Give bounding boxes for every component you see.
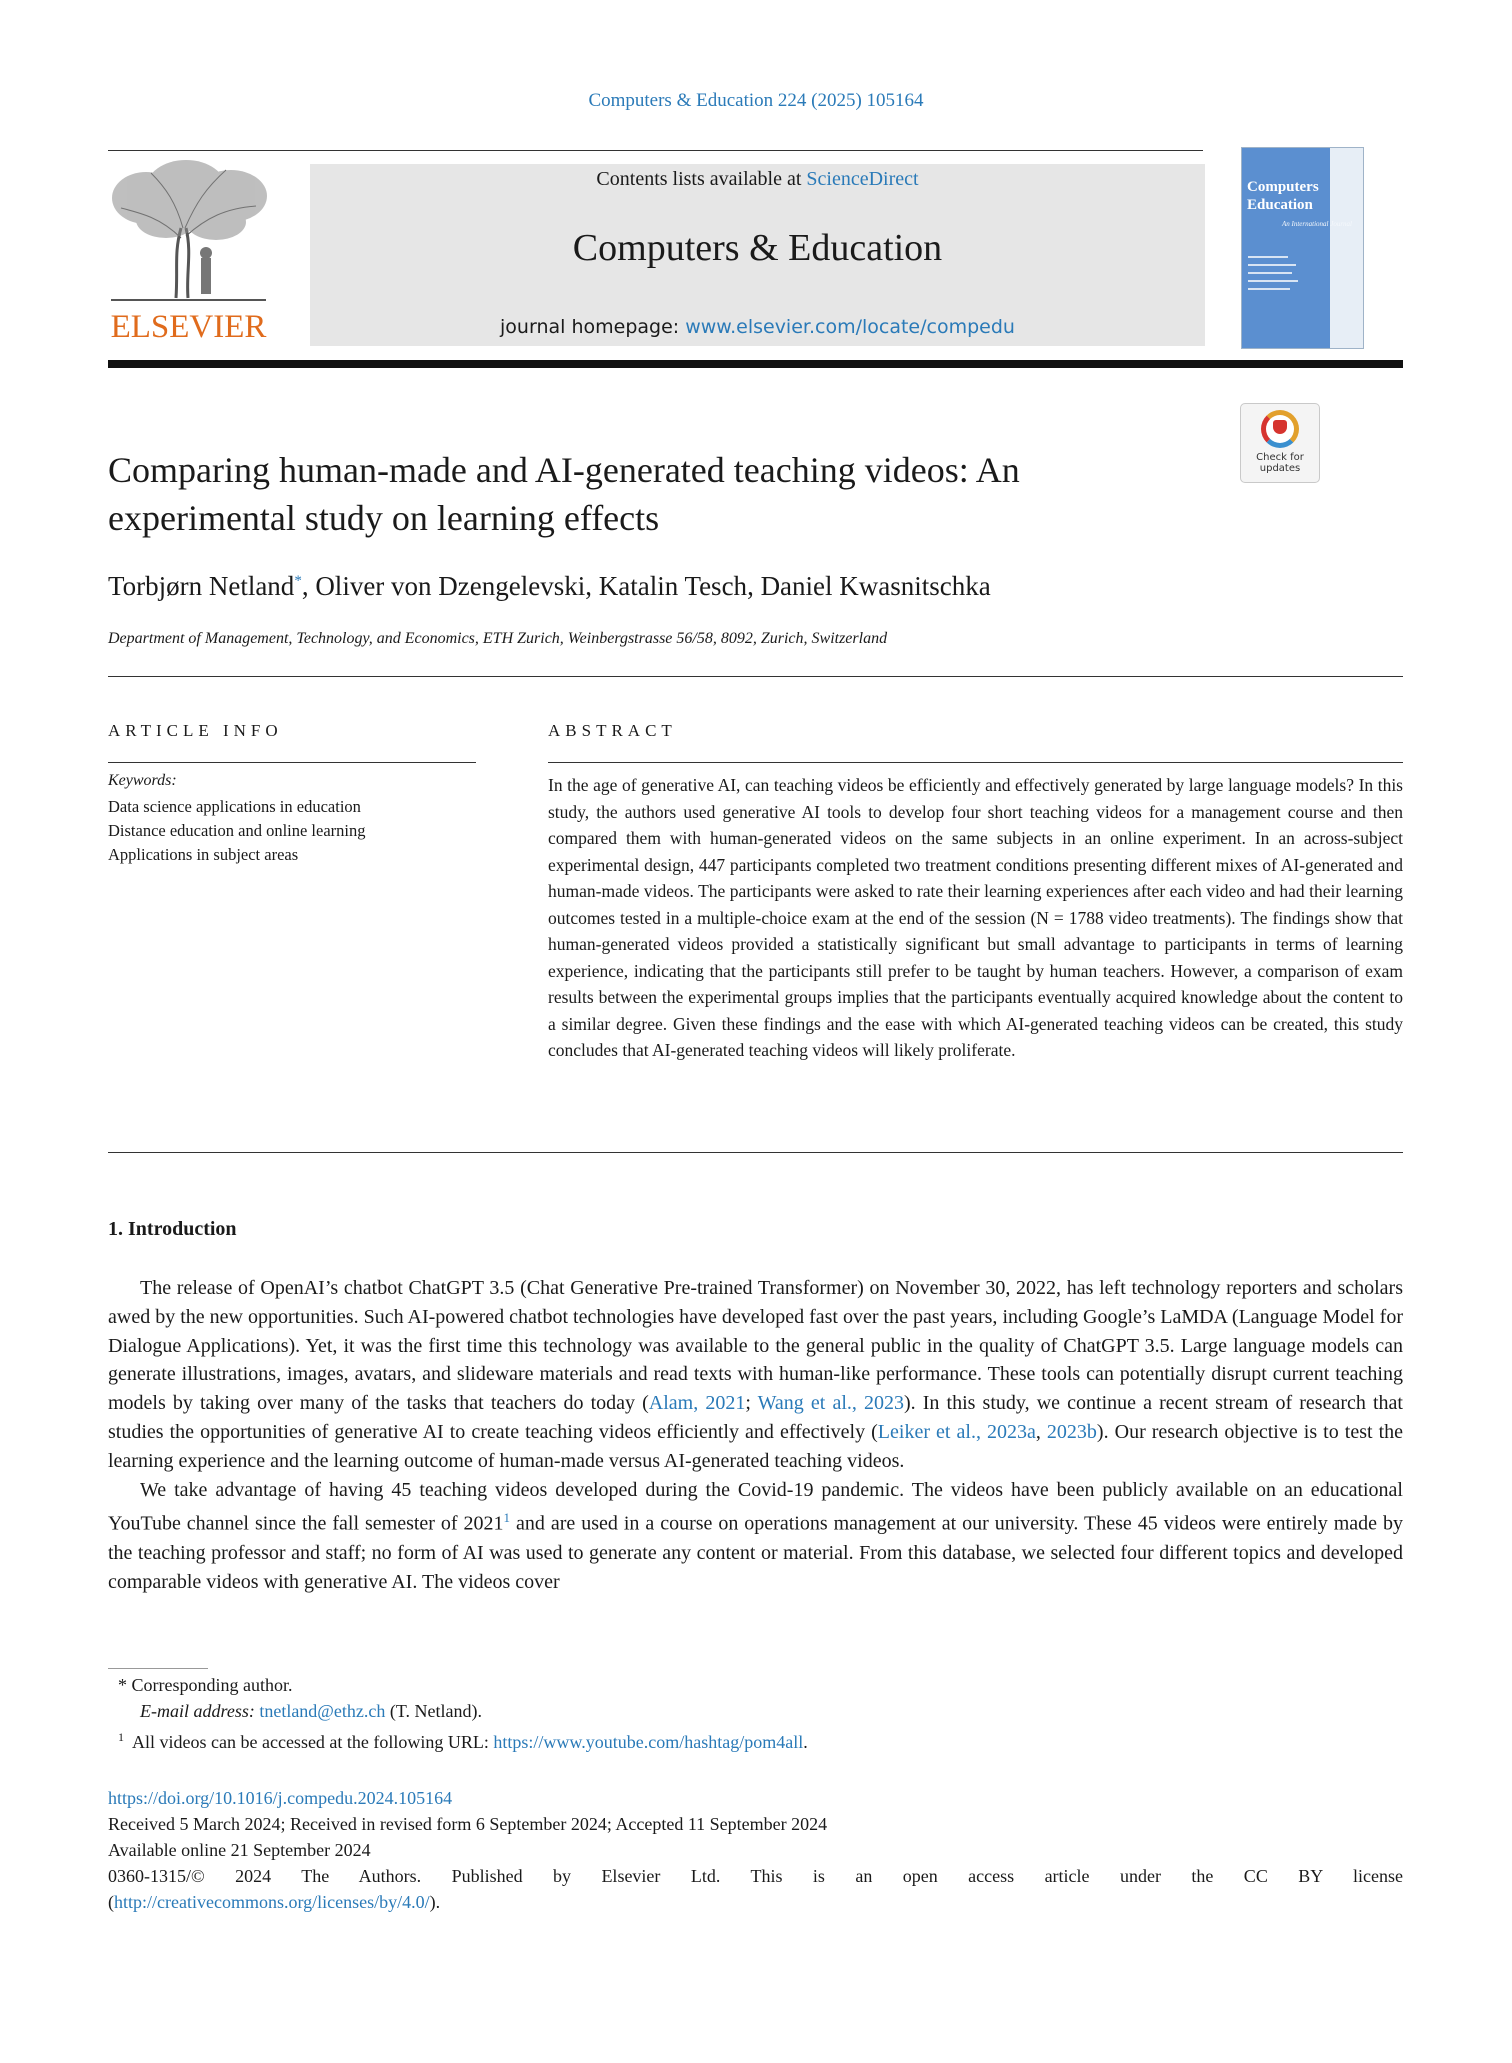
- divider: [108, 1152, 1403, 1153]
- homepage-prefix: journal homepage:: [500, 316, 686, 338]
- elsevier-logo: [106, 158, 271, 346]
- received-dates: Received 5 March 2024; Received in revised form 6 September 2024; Accepted 11 September 2024: [108, 1814, 828, 1834]
- journal-homepage-link[interactable]: www.elsevier.com/locate/compedu: [685, 316, 1015, 338]
- footnote-mark: 1: [118, 1730, 124, 1744]
- footnote-divider: [108, 1668, 208, 1669]
- introduction-body: [108, 1274, 1403, 1596]
- youtube-link[interactable]: https://www.youtube.com/hashtag/pom4all: [493, 1732, 804, 1752]
- header-thick-rule: [108, 360, 1403, 368]
- footnote-mark: *: [118, 1675, 127, 1695]
- license-url-line: [108, 1889, 1403, 1915]
- keyword-item: Data science applications in education: [108, 797, 361, 816]
- paragraph: [108, 1476, 1403, 1597]
- footnote-ref[interactable]: 1: [503, 1510, 511, 1526]
- article-title: Comparing human-made and AI-generated teaching videos: An experimental study on learning effects: [108, 450, 1020, 538]
- footnote-corresponding: [118, 1672, 808, 1698]
- author-affiliation: Department of Management, Technology, and Economics, ETH Zurich, Weinbergstrasse 56/58, 8092, Zurich, Switzerland: [108, 630, 888, 647]
- divider: [108, 762, 476, 763]
- divider: [108, 676, 1403, 677]
- email-suffix: (T. Netland).: [385, 1701, 482, 1721]
- author-name[interactable]: , Oliver von Dzengelevski: [301, 571, 586, 601]
- check-for-updates-label: Check for updates: [1256, 452, 1304, 474]
- paren: (: [108, 1892, 114, 1912]
- footnotes: [118, 1672, 808, 1755]
- footnote-text: Corresponding author.: [131, 1675, 293, 1695]
- footnote-text: All videos can be accessed at the following URL:: [132, 1732, 494, 1752]
- article-info-heading: ARTICLE INFO: [108, 721, 283, 740]
- footnote-email: [118, 1698, 808, 1724]
- keywords-list: [108, 795, 366, 867]
- author-name[interactable]: Torbjørn Netland: [108, 571, 295, 601]
- journal-name: Computers & Education: [572, 227, 943, 269]
- header-top-rule: [108, 150, 1203, 151]
- abstract-heading: ABSTRACT: [548, 721, 677, 740]
- license-line: 0360-1315/© 2024 The Authors. Published by Elsevier Ltd. This is an open access article under the CC BY license: [108, 1866, 1403, 1886]
- text-run: and are used in a course on operations management at our university. These 45 videos were entirely made by the teaching professor and staff; no form of AI was used to generate any content or material. From this database, we selected four different topics and developed comparable videos with generative AI. The videos cover: [108, 1513, 1403, 1593]
- text-run: ,: [1035, 1420, 1047, 1443]
- doi-link[interactable]: https://doi.org/10.1016/j.compedu.2024.105164: [108, 1788, 453, 1808]
- cover-title-line-2: Education: [1247, 197, 1313, 213]
- author-name[interactable]: , Daniel Kwasnitschka: [747, 571, 991, 601]
- citation-link[interactable]: Wang et al., 2023: [757, 1392, 904, 1415]
- paragraph: [108, 1274, 1403, 1476]
- keyword-item: Applications in subject areas: [108, 845, 299, 864]
- cover-title: [1247, 178, 1319, 214]
- section-heading-introduction: 1. Introduction: [108, 1218, 237, 1240]
- keywords-label: Keywords:: [108, 772, 177, 789]
- footnote-1: [118, 1724, 808, 1755]
- text-run: We take advantage of having 45 teaching videos developed during the Covid-19 pandemic. The videos have been publicly available on an educational YouTube channel since the fall semester of 2021: [108, 1478, 1403, 1536]
- citation-link[interactable]: 2023b: [1046, 1420, 1097, 1443]
- text-run: ). In this study, we continue a recent stream of research that studies the opportunities of generative AI to create teaching videos efficiently and effectively (: [108, 1392, 1403, 1443]
- license-link[interactable]: http://creativecommons.org/licenses/by/4.0/: [114, 1892, 430, 1912]
- citation-link[interactable]: Alam, 2021: [648, 1392, 746, 1415]
- sciencedirect-link[interactable]: ScienceDirect: [806, 168, 919, 190]
- text-run: The release of OpenAI’s chatbot ChatGPT 3.5 (Chat Generative Pre-trained Transformer) on November 30, 2022, has left technology reporters and scholars awed by the new opportunities. Such AI-powered chatbot technologies have developed fast over the past years, including Google’s LaMDA (Language Model for Dialogue Applications). Yet, it was the first time this technology was available to the general public in the quality of ChatGPT 3.5. Large language models can generate illustrations, images, avatars, and slideware materials and read texts with human-like performance. These tools can potentially disrupt current teaching models by taking over many of the tasks that teachers do today (: [108, 1277, 1403, 1415]
- contents-prefix: Contents lists available at: [596, 168, 807, 190]
- paren: ).: [429, 1892, 441, 1912]
- keyword-item: Distance education and online learning: [108, 821, 366, 840]
- divider: [548, 762, 1403, 763]
- cover-title-line-1: Computers: [1247, 179, 1319, 195]
- available-online-date: Available online 21 September 2024: [108, 1840, 371, 1860]
- contents-line: [310, 168, 1205, 191]
- check-for-updates-badge[interactable]: [1240, 403, 1320, 483]
- homepage-line: [310, 316, 1205, 338]
- text-run: ;: [745, 1392, 758, 1415]
- cover-subtitle: An International Journal: [1282, 220, 1352, 228]
- crossmark-bookmark-icon: [1273, 420, 1287, 434]
- citation-link[interactable]: Leiker et al., 2023a: [877, 1420, 1036, 1443]
- journal-cover-thumbnail: [1241, 147, 1364, 349]
- author-email-link[interactable]: tnetland@ethz.ch: [259, 1701, 386, 1721]
- tree-icon: [106, 158, 271, 308]
- elsevier-wordmark: ELSEVIER: [110, 309, 267, 345]
- text-run: ). Our research objective is to test the learning experience and the learning outcome of human-made versus AI-generated teaching videos.: [108, 1420, 1404, 1472]
- footnote-end: .: [803, 1732, 808, 1752]
- corresponding-author-mark[interactable]: *: [294, 573, 302, 589]
- email-label: E-mail address:: [140, 1701, 255, 1721]
- article-metadata: [108, 1785, 1403, 1915]
- abstract-text: In the age of generative AI, can teaching videos be efficiently and effectively generated by large language models? In this study, the authors used generative AI tools to develop four short teaching videos for a management course and then compared them with human-generated videos on the same subjects in an online experiment. In an across-subject experimental design, 447 participants completed two treatment conditions presenting different mixes of AI-generated and human-made videos. The participants were asked to rate their learning experiences after each video and had their learning outcomes tested in a multiple-choice exam at the end of the session (N = 1788 video treatments). The findings show that human-generated videos provided a statistically significant but small advantage to participants in terms of learning experience, indicating that the participants still prefer to be taught by human teachers. However, a comparison of exam results between the experimental groups implies that the participants eventually acquired knowledge about the content to a similar degree. Given these findings and the ease with which AI-generated teaching videos can be created, this study concludes that AI-generated teaching videos will likely proliferate.: [548, 775, 1403, 1060]
- journal-citation[interactable]: Computers & Education 224 (2025) 105164: [588, 90, 924, 111]
- author-list: [108, 571, 991, 602]
- journal-header-band: [310, 164, 1205, 346]
- author-name[interactable]: , Katalin Tesch: [585, 571, 748, 601]
